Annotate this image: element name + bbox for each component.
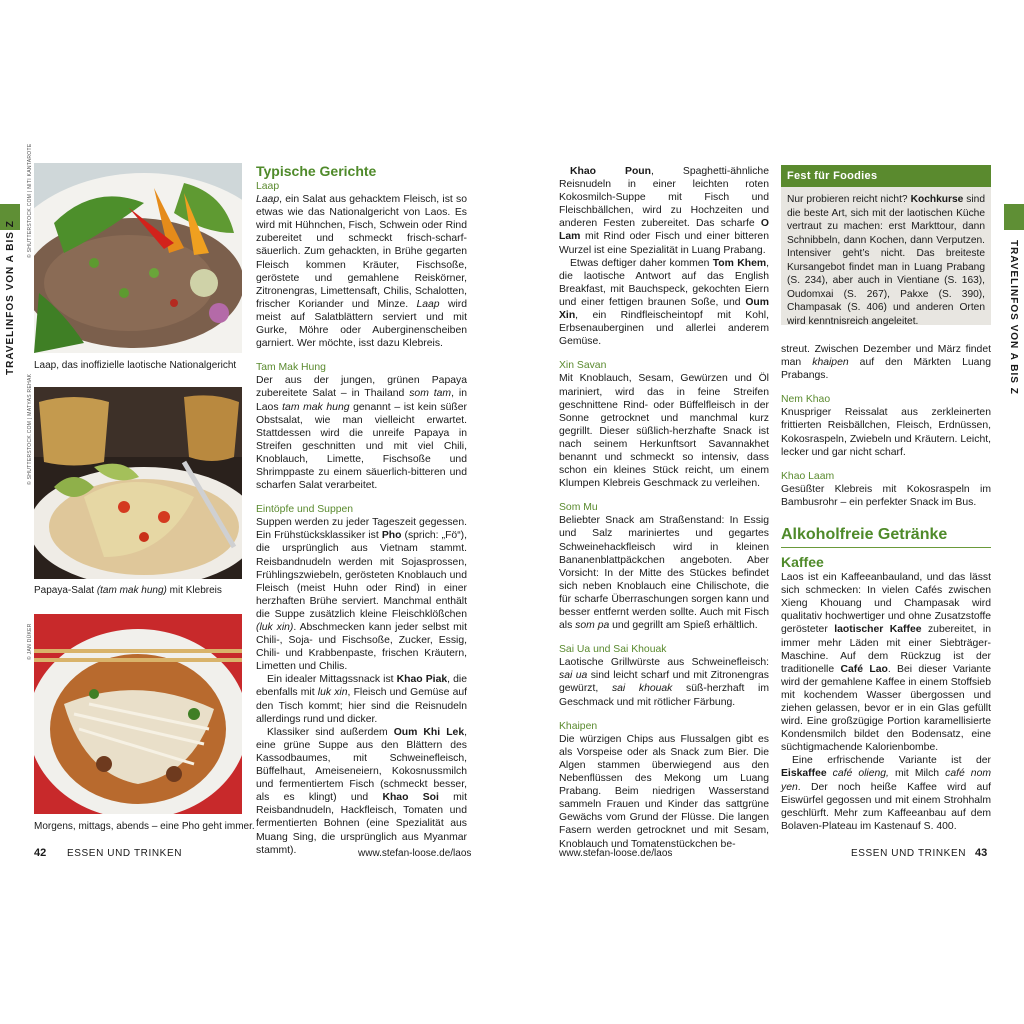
right-side-label: TRAVELINFOS VON A BIS Z (1008, 240, 1019, 395)
heading-typische-gerichte: Typische Gerichte (256, 163, 377, 179)
left-section-label: ESSEN UND TRINKEN (67, 848, 183, 859)
paragraph-khaipen: Die würzigen Chips aus Flussalgen gibt es als Vorspeise oder als Snack zum Bier. Die Algen stammen überwiegend aus den Nebenflüssen des Mekong um Luang Prabang. Beim niedrigen Wasserstand sammeln Frauen und Kinder das sattgrüne Gewächs vom Grund der Flüsse. Die langen Fasern werden getrocknet und mit Sesam, Knoblauch und Tomatenstückchen be- (559, 733, 769, 850)
paragraph-kaffee: Laos ist ein Kaffeeanbauland, und das lässt sich schmecken: In vielen Cafés zwischen Xieng Khouang und Champasak wird qualitativ hochwertiger und ohne Zusatzstoffe gerösteter laotischer Kaffee zubereitet, in immer mehr Läden mit einer Siebträger-Maschine. Auf dem Rückzug ist der traditionelle Café Lao. Bei dieser Variante wird der gemahlene Kaffee in einem Stoffsieb mit kochendem Wasser übergossen und ziehen gelassen, bevor er in ein Glas gefüllt wird. Eine großzügige Portion karamellisierte Kondensmilch bildet den Bodensatz, eine süchtigmachende Kalorienbombe. (781, 572, 992, 754)
column-typische-gerichte (256, 163, 467, 857)
column-snacks (559, 165, 769, 851)
subheading-sai-ua: Sai Ua und Sai Khouak (559, 644, 667, 656)
papaya-photo-caption: Papaya-Salat (tam mak hung) mit Klebreis (34, 585, 222, 596)
heading-kaffee: Kaffee (781, 554, 824, 571)
paragraph-eiskaffee: Eine erfrischende Variante ist der Eiskaffee café olieng, mit Milch café nom yen. Der noch heiße Kaffee wird auf Eiswürfel gegossen und mit einem Strohhalm geschlürft. Mehr zum Kaffeeanbau auf dem Bolaven-Plateau im Kastenauf S. 400. (781, 755, 991, 832)
subheading-nem-khao: Nem Khao (781, 394, 831, 406)
pho-photo-caption: Morgens, mittags, abends – eine Pho geht immer. (34, 821, 255, 832)
info-box-foodies (781, 165, 991, 325)
info-box-title: Fest für Foodies (781, 165, 991, 187)
subheading-som-mu: Som Mu (559, 502, 598, 514)
subheading-khaipen: Khaipen (559, 720, 598, 732)
subheading-tam-mak-hung: Tam Mak Hung (256, 362, 326, 374)
pho-photo (34, 614, 242, 814)
subheading-eintoepfe: Eintöpfe und Suppen (256, 504, 354, 516)
left-url[interactable]: www.stefan-loose.de/laos (358, 848, 472, 859)
subheading-xin-savan: Xin Savan (559, 360, 607, 372)
paragraph-khaipen-cont: streut. Zwischen Dezember und März findet man khaipen auf den Märkten Luang Prabangs. (781, 344, 991, 382)
paragraph-oum-khi-lek: Klassiker sind außerdem Oum Khi Lek, eine grüne Suppe aus den Blättern des Kassodbaumes, mit Schweinefleisch, Büffelhaut, Ameiseneiern, Kokosnussmilch und fermentiertem Fisch (schmeckt besser, als es klingt) und Khao Soi mit Reisbandnudeln, Hackfleisch, Tomaten und fermentierten Bohnen (eine Spezialität aus Muang Sing, die ursprünglich aus Myanmar stammt). (256, 726, 467, 856)
paragraph-khao-laam: Gesüßter Klebreis mit Kokosraspeln im Bambusrohr – ein perfekter Snack im Bus. (781, 483, 991, 508)
paragraph-khao-piak: Ein idealer Mittagssnack ist Khao Piak, die ebenfalls mit luk xin, Fleisch und Gemüse auf den Tisch kommt; hier sind die Reisnudeln allerdings rund und dicker. (256, 674, 468, 725)
paragraph-tom-khem: Etwas deftiger daher kommen Tom Khem, die laotische Antwort auf das English Breakfast, mit Bauchspeck, gekochten Eiern und einer fettigen braunen Soße, und Oum Xin, ein Rindfleischeintopf mit Kohl, Erbsenauberginen und allerlei anderem Gemüse. (559, 257, 769, 348)
pho-photo-credit: © JAN DÜKER (27, 623, 33, 660)
paragraph-som-mu: Beliebter Snack am Straßenstand: In Essig und Salz mariniertes und gegartes Schweinehackfleisch wird in kleinen Bananenblattpäckchen angeboten. Aber Vorsicht: In der Mitte des Stückes befindet sich neben Knoblauch eine Chilischote, die für scharfe Überraschungen sorgen kann und besser entfernt werden sollte. Auch mit Fisch als som pa und gegrillt am Spieß erhältlich. (559, 515, 769, 632)
right-thumb-tab (1004, 204, 1024, 230)
info-box-text: Nur probieren reicht nicht? Kochkurse sind die beste Art, sich mit der laotischen Küche vertraut zu machen: erst Markttour, dann Schnibbeln, dann Kochen, dann Verputzen. Intensiver geht’s nicht. Das breiteste Kursangebot findet man in Luang Prabang (S. 234), aber auch in Vientiane (S. 163), Oudomxai (S. 267), Pakxe (S. 390), Champasak (S. 406) und anderen Orten wird kenntnisreich angeleitet. (787, 194, 985, 327)
paragraph-nem-khao: Knuspriger Reissalat aus zerkleinerten frittierten Reisbällchen, Fleisch, Erdnüssen, Kokosraspeln, Zwiebeln und Kräutern. Leicht, lecker und gar nicht scharf. (781, 407, 991, 458)
right-url[interactable]: www.stefan-loose.de/laos (559, 848, 673, 859)
laap-photo (34, 163, 242, 353)
left-page-number: 42 (34, 847, 47, 859)
column-getraenke (781, 343, 991, 833)
papaya-photo-credit: © SHUTTERSTOCK.COM | MATYAS REHAK (27, 373, 33, 485)
laap-photo-credit: © SHUTTERSTOCK.COM | NITI KANTAROTE (27, 143, 33, 258)
paragraph-sai-ua: Laotische Grillwürste aus Schweinefleisch: sai ua sind leicht scharf und mit Zitronengras gewürzt, sai khouak süß-herzhaft im Geschmack und mit rötlicher Färbung. (559, 657, 770, 708)
paragraph-suppen: Suppen werden zu jeder Tageszeit gegessen. Ein Frühstücksklassiker ist Pho (sprich: „Fö“), die ursprünglich aus Vietnam stammt. Reisbandnudeln werden mit Sojasprossen, Frühlingszwiebeln, gerösteten Knoblauch und Fleisch (meist Huhn oder Rind) in einer herzhaften Brühe serviert. Manchmal enthält die Suppe zusätzlich kleine Fleischklößchen (luk xin). Abschmecken kann jeder selbst mit Chili-, Soja- und Fischsoße, Zucker, Essig, Chili- und Krabbenpaste, frischen Kräutern, Limetten und Chilis. (256, 517, 468, 673)
left-side-label: TRAVELINFOS VON A BIS Z (5, 220, 16, 375)
paragraph-xin-savan: Mit Knoblauch, Sesam, Gewürzen und Öl mariniert, wird das in feine Streifen geschnittene Rind- oder Büffelfleisch in der Sonne getrocknet und manchmal kurz gegrillt. Dieser süßlich-herzhafte Snack ist nach seinem Herkunftsort Savannakhet benannt und schmeckt so intensiv, dass schon ein kleines Stück reicht, um einem Klumpen Klebreis Geschmack zu verleihen. (559, 373, 769, 490)
laap-photo-caption: Laap, das inoffizielle laotische Nationalgericht (34, 360, 237, 371)
subheading-khao-laam: Khao Laam (781, 470, 835, 482)
right-section-label: ESSEN UND TRINKEN (851, 848, 967, 859)
subheading-laap: Laap (256, 181, 280, 192)
right-page-number: 43 (975, 847, 988, 859)
paragraph-laap: Laap, ein Salat aus gehacktem Fleisch, ist so etwas wie das Nationalgericht von Laos. Es wird mit Hühnchen, Fisch, Schwein oder Rind zubereitet und schmeckt frisch-scharf-säuerlich. Zum gehackten, in Brühe gegarten Fleisch kommen Kräuter, Fischsoße, geröstete und gemahlene Reiskörner, Zitronengras, Limettensaft, Chilis, Schalotten, frischer Koriander und Minze. Laap wird meist auf Salatblättern serviert und mit Gurke, Möhre oder Auberginenscheiben garniert. Wer möchte, isst dazu Klebreis. (256, 194, 467, 350)
paragraph-tam-mak-hung: Der aus der jungen, grünen Papaya zubereitete Salat – in Thailand som tam, in Laos tam mak hung genannt – ist kein süßer Obstsalat, wie man vielleicht erwartet. Stattdessen wird die unreife Papaya in Streifen geschnitten und mit viel Chili, Knoblauch, Limette, Fischsoße und Shrimppaste zu einem säuerlich-bitteren und scharfen Salat verarbeitet. (256, 375, 467, 492)
paragraph-khao-poun: Khao Poun, Spaghetti-ähnliche Reisnudeln in einer leichten roten Kokosmilch-Suppe mit Fisch und Fleischbällchen, wird zu Hochzeiten und anderen Festen zubereitet. Das scharfe O Lam mit Rind oder Fisch und einer bitteren Wurzel ist eine Spezialität in Luang Prabang. (559, 166, 769, 256)
heading-alkoholfreie-getraenke: Alkoholfreie Getränke (781, 525, 991, 548)
papaya-photo (34, 387, 242, 579)
